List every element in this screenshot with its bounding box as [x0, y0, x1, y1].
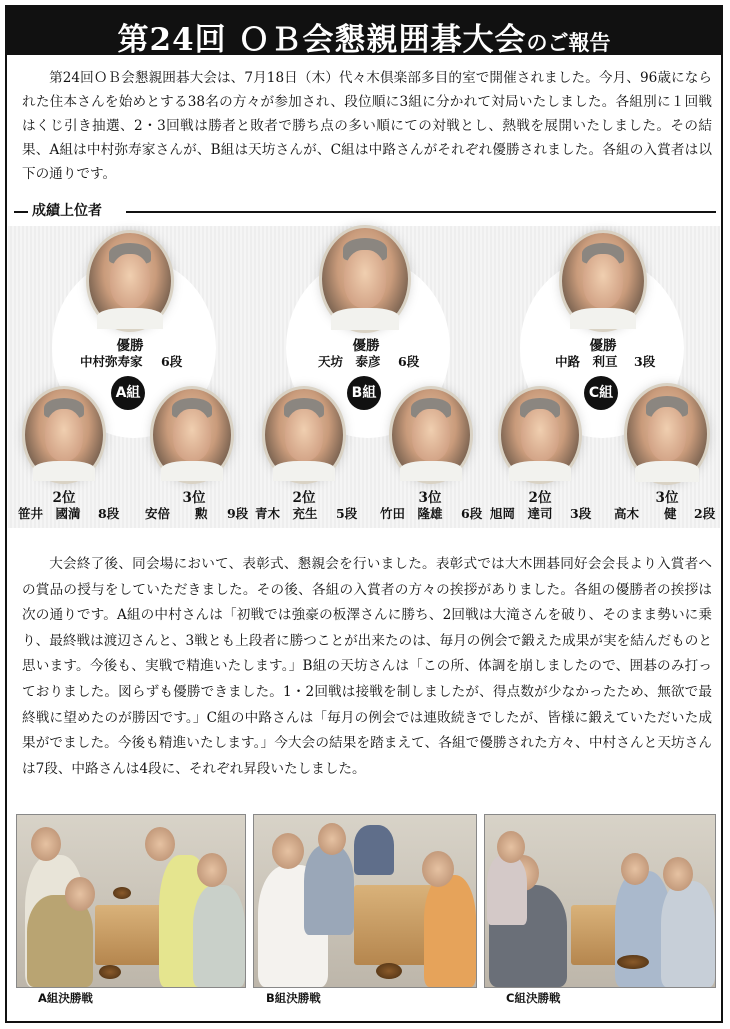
group-b-winner-dan: 6段 — [398, 354, 420, 369]
group-a-winner-dan: 6段 — [161, 354, 183, 369]
group-c-winner-photo — [562, 233, 644, 329]
report-text: 大会終了後、同会場において、表彰式、懇親会を行いました。表彰式では大木囲碁同好会会長より入賞者への賞品の授与をしていただきました。その後、各組の入賞者の方々の挨拶がありました。各組の優勝者の挨拶は次の通りです。A組の中村さんは「初戦では強豪の板澤さんに勝ち、2回戦は大滝さんを破り、そのまま勢いに乗り、最終戦は渡辺さんと、3戦とも上段者に勝つことが出来たのは、毎月の例会で鍛えた成果が実を結んだものと思います。今後も、実戦で精進いたします。」B組の天坊さんは「この所、体調を崩しましたので、囲碁のみ打っておりました。図らずも優勝できました。1・2回戦は接戦を制しましたが、得点数が少なかったため、無欲で最終戦に望めたのが勝因です。」C組の中路さんは「毎月の例会では連敗続きでしたが、皆様に鍛えていただいた成果がでました。今後も精進いたします。」今大会の結果を踏まえて、各組で優勝された方々、中村さんと天坊さんは7段、中路さんは4段に、それぞれ昇段いたしました。 — [22, 556, 712, 777]
group-c-winner-rank: 優勝 — [589, 338, 617, 354]
group-a-third-rank: 3位 — [182, 490, 206, 506]
group-c-second-photo — [501, 389, 579, 481]
group-c-winner-name: 中路 利亘 — [555, 354, 618, 369]
group-a-third-dan: 9段 — [227, 506, 249, 521]
heading-rule — [126, 211, 716, 213]
group-c-third-rank: 3位 — [655, 490, 679, 506]
group-c-third-dan: 2段 — [694, 506, 716, 521]
group-b-second-name: 青木 充生 — [255, 506, 318, 521]
group-b-winner-name: 天坊 泰彦 — [318, 354, 381, 369]
page-title — [7, 14, 721, 59]
group-c-final-photo — [484, 814, 716, 988]
group-b-winner-rank: 優勝 — [352, 338, 380, 354]
group-c-third-name: 高木 健 — [614, 506, 677, 521]
section-title: 成績上位者 — [32, 200, 108, 220]
group-b-third-dan: 6段 — [461, 506, 483, 521]
title-bar — [7, 7, 721, 58]
group-b-third-rank: 3位 — [418, 490, 442, 506]
group-c-second-dan: 3段 — [570, 506, 592, 521]
group-c-winner-dan: 3段 — [634, 354, 656, 369]
group-a-third-photo — [153, 389, 231, 481]
title-suffix: のご報告 — [526, 30, 611, 55]
group-c-badge: C組 — [584, 376, 618, 410]
report-paragraph — [22, 552, 712, 782]
group-c-second-rank: 2位 — [528, 490, 552, 506]
group-a-second-photo — [25, 389, 103, 481]
group-b-second-photo — [265, 389, 343, 481]
group-a-third-name: 安倍 勲 — [145, 506, 208, 521]
group-b-photo-caption: B組決勝戦 — [266, 991, 321, 1005]
group-a-second-rank: 2位 — [52, 490, 76, 506]
group-a-final-photo — [16, 814, 246, 988]
heading-dash — [14, 211, 28, 213]
group-c-third-photo — [627, 386, 707, 482]
group-b-second-dan: 5段 — [336, 506, 358, 521]
intro-text: 第24回ＯＢ会懇親囲碁大会は、7月18日（木）代々木倶楽部多目的室で開催されました。今月、96歳になられた住本さんを始めとする38名の方々が参加され、段位順に3組に分かれて対局いたしました。各組別に１回戦はくじ引き抽選、2・3回戦は勝者と敗者で勝ち点の多い順にての対戦とし、熱戦を展開いたしました。その結果、A組は中村弥寿家さんが、B組は天坊さんが、C組は中路さんがそれぞれ優勝されました。各組の入賞者は以下の通りです。 — [22, 70, 712, 182]
group-a-badge: A組 — [111, 376, 145, 410]
group-c-photo-caption: C組決勝戦 — [506, 991, 561, 1005]
group-b-badge: B組 — [347, 376, 381, 410]
group-b-second-rank: 2位 — [292, 490, 316, 506]
group-a-winner-photo — [89, 233, 171, 329]
group-a-photo-caption: A組決勝戦 — [38, 991, 93, 1005]
group-b-third-photo — [392, 389, 470, 481]
title-main: 第24回 ＯＢ会懇親囲碁大会 — [117, 22, 527, 58]
group-a-second-name: 笹井 國満 — [18, 506, 81, 521]
group-b-third-name: 竹田 隆雄 — [380, 506, 443, 521]
group-b-final-photo — [253, 814, 477, 988]
group-a-winner-rank: 優勝 — [116, 338, 144, 354]
group-a-second-dan: 8段 — [98, 506, 120, 521]
group-a-winner-name: 中村弥寿家 — [80, 354, 143, 369]
intro-paragraph — [22, 66, 712, 186]
section-heading — [14, 200, 716, 224]
group-b-winner-photo — [322, 228, 408, 330]
group-c-second-name: 旭岡 達司 — [490, 506, 553, 521]
